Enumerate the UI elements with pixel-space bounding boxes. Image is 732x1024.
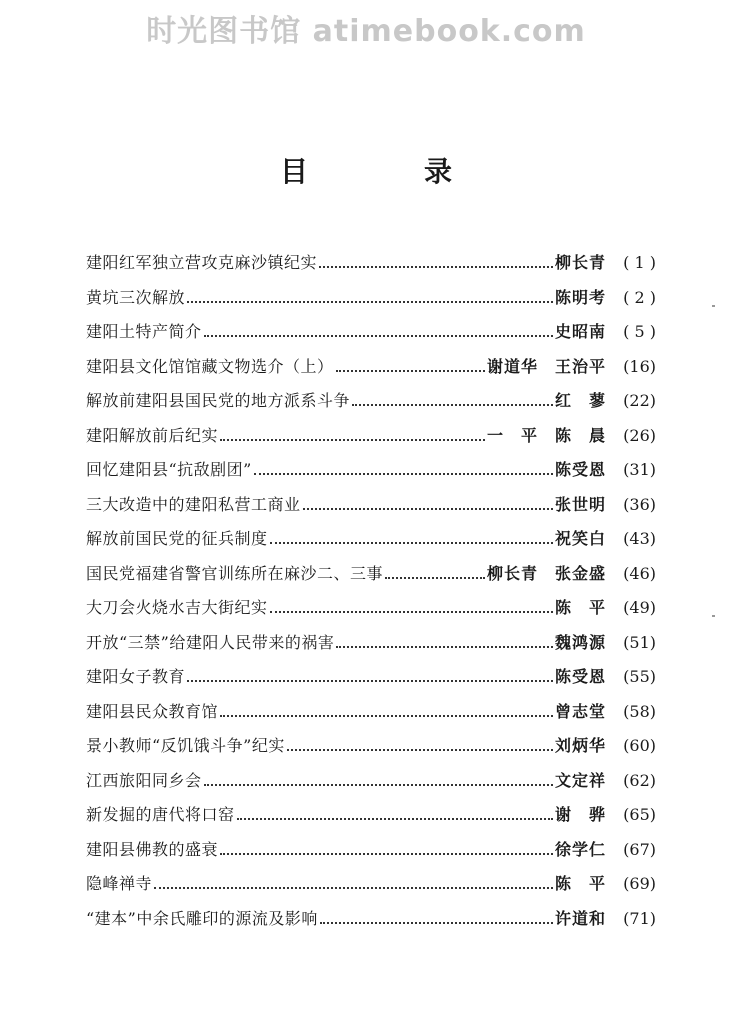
toc-entry-page: (31) xyxy=(623,460,656,479)
toc-entry-page: (71) xyxy=(623,908,656,928)
dot-leader xyxy=(352,404,553,406)
toc-entry-title: “建本”中余氏雕印的源流及影响 xyxy=(86,908,318,928)
toc-entry-author: 魏鸿源 xyxy=(554,632,606,652)
scan-speck xyxy=(712,305,715,307)
toc-entry-title: 建阳土特产简介 xyxy=(86,322,202,341)
toc-entry-author: 陈 平 xyxy=(554,598,606,617)
toc-entry-page: (46) xyxy=(623,563,656,583)
table-of-contents xyxy=(86,250,656,940)
dot-leader xyxy=(385,577,485,579)
toc-entry-author: 陈 平 xyxy=(554,874,606,893)
toc-entry-page: (49) xyxy=(623,598,656,617)
toc-entry[interactable] xyxy=(86,802,656,837)
toc-entry-author: 史昭南 xyxy=(554,322,606,341)
dot-leader xyxy=(254,473,553,475)
toc-entry[interactable] xyxy=(86,837,656,872)
toc-entry-title: 建阳女子教育 xyxy=(86,667,186,686)
toc-entry[interactable] xyxy=(86,630,656,665)
toc-entry-author: 谢道华 王治平 xyxy=(486,356,606,376)
page-title: 目 录 xyxy=(279,155,496,188)
toc-entry[interactable] xyxy=(86,457,656,492)
toc-entry-title: 隐峰禅寺 xyxy=(86,874,153,893)
dot-leader xyxy=(270,611,553,613)
toc-entry-title: 江西旅阳同乡会 xyxy=(86,770,202,790)
toc-entry[interactable] xyxy=(86,526,656,561)
toc-entry[interactable] xyxy=(86,664,656,699)
toc-entry-page: ( 2 ) xyxy=(623,287,656,307)
toc-entry[interactable] xyxy=(86,388,656,423)
toc-entry-title: 大刀会火烧水吉大街纪实 xyxy=(86,598,268,617)
toc-entry[interactable] xyxy=(86,733,656,768)
toc-entry-page: (69) xyxy=(623,874,656,893)
toc-entry-page: (26) xyxy=(623,425,656,445)
toc-entry-author: 文定祥 xyxy=(554,770,606,790)
toc-entry-title: 建阳县民众教育馆 xyxy=(86,701,219,721)
toc-entry-author: 曾志堂 xyxy=(554,701,606,721)
toc-entry-title: 解放前建阳县国民党的地方派系斗争 xyxy=(86,391,351,410)
dot-leader xyxy=(204,784,553,786)
dot-leader xyxy=(336,370,485,372)
toc-entry-title: 景小教师“反饥饿斗争”纪实 xyxy=(86,736,285,755)
dot-leader xyxy=(320,922,553,924)
toc-entry-title: 解放前国民党的征兵制度 xyxy=(86,529,268,548)
toc-entry-title: 建阳红军独立营攻克麻沙镇纪实 xyxy=(86,253,318,272)
toc-entry[interactable] xyxy=(86,595,656,630)
toc-entry-title: 开放“三禁”给建阳人民带来的祸害 xyxy=(86,632,335,652)
toc-entry-author: 陈受恩 xyxy=(554,460,606,479)
toc-entry-author: 徐学仁 xyxy=(554,839,606,859)
toc-entry[interactable] xyxy=(86,423,656,458)
scan-speck xyxy=(712,615,715,617)
toc-entry-title: 回忆建阳县“抗敌剧团” xyxy=(86,460,252,479)
toc-entry-page: (36) xyxy=(623,494,656,514)
toc-entry-page: (22) xyxy=(623,391,656,410)
toc-entry[interactable] xyxy=(86,250,656,285)
toc-entry-page: (51) xyxy=(623,632,656,652)
dot-leader xyxy=(303,508,553,510)
toc-entry-page: (55) xyxy=(623,667,656,686)
toc-entry-page: (60) xyxy=(623,736,656,755)
dot-leader xyxy=(237,818,553,820)
dot-leader xyxy=(220,715,553,717)
dot-leader xyxy=(204,335,553,337)
dot-leader xyxy=(336,646,553,648)
toc-entry-title: 黄坑三次解放 xyxy=(86,287,186,307)
toc-entry-author: 一 平 陈 晨 xyxy=(486,425,606,445)
toc-entry-page: (16) xyxy=(623,356,656,376)
toc-entry-author: 柳长青 张金盛 xyxy=(486,563,606,583)
dot-leader xyxy=(187,680,553,682)
toc-entry-page: (65) xyxy=(623,805,656,824)
dot-leader xyxy=(154,887,553,889)
toc-entry-author: 红 蓼 xyxy=(554,391,606,410)
toc-entry-title: 三大改造中的建阳私营工商业 xyxy=(86,494,301,514)
toc-entry-page: (62) xyxy=(623,770,656,790)
toc-entry[interactable] xyxy=(86,871,656,906)
toc-entry-author: 祝笑白 xyxy=(554,529,606,548)
dot-leader xyxy=(187,301,553,303)
dot-leader xyxy=(220,853,553,855)
toc-entry[interactable] xyxy=(86,354,656,389)
toc-entry-page: (67) xyxy=(623,839,656,859)
toc-entry-title: 国民党福建省警官训练所在麻沙二、三事 xyxy=(86,563,384,583)
toc-entry-author: 张世明 xyxy=(554,494,606,514)
toc-entry-author: 陈明考 xyxy=(554,287,606,307)
toc-entry-title: 新发掘的唐代将口窑 xyxy=(86,805,235,824)
dot-leader xyxy=(319,266,553,268)
toc-entry-author: 许道和 xyxy=(554,908,606,928)
toc-entry-page: ( 1 ) xyxy=(623,253,656,272)
toc-entry-page: (58) xyxy=(623,701,656,721)
toc-entry[interactable] xyxy=(86,906,656,941)
toc-entry[interactable] xyxy=(86,768,656,803)
toc-entry[interactable] xyxy=(86,561,656,596)
dot-leader xyxy=(287,749,553,751)
dot-leader xyxy=(220,439,485,441)
toc-entry-author: 柳长青 xyxy=(554,253,606,272)
toc-entry-title: 建阳县文化馆馆藏文物选介（上） xyxy=(86,356,334,376)
toc-entry-author: 陈受恩 xyxy=(554,667,606,686)
toc-entry-author: 刘炳华 xyxy=(554,736,606,755)
toc-entry[interactable] xyxy=(86,285,656,320)
toc-entry-page: ( 5 ) xyxy=(623,322,656,341)
toc-entry-title: 建阳解放前后纪实 xyxy=(86,425,219,445)
toc-entry[interactable] xyxy=(86,492,656,527)
toc-entry-author: 谢 骅 xyxy=(554,805,606,824)
dot-leader xyxy=(270,542,553,544)
toc-entry-title: 建阳县佛教的盛衰 xyxy=(86,839,219,859)
toc-entry-page: (43) xyxy=(623,529,656,548)
toc-entry[interactable] xyxy=(86,699,656,734)
watermark-text: 时光图书馆 atimebook.com xyxy=(146,14,586,49)
toc-entry[interactable] xyxy=(86,319,656,354)
